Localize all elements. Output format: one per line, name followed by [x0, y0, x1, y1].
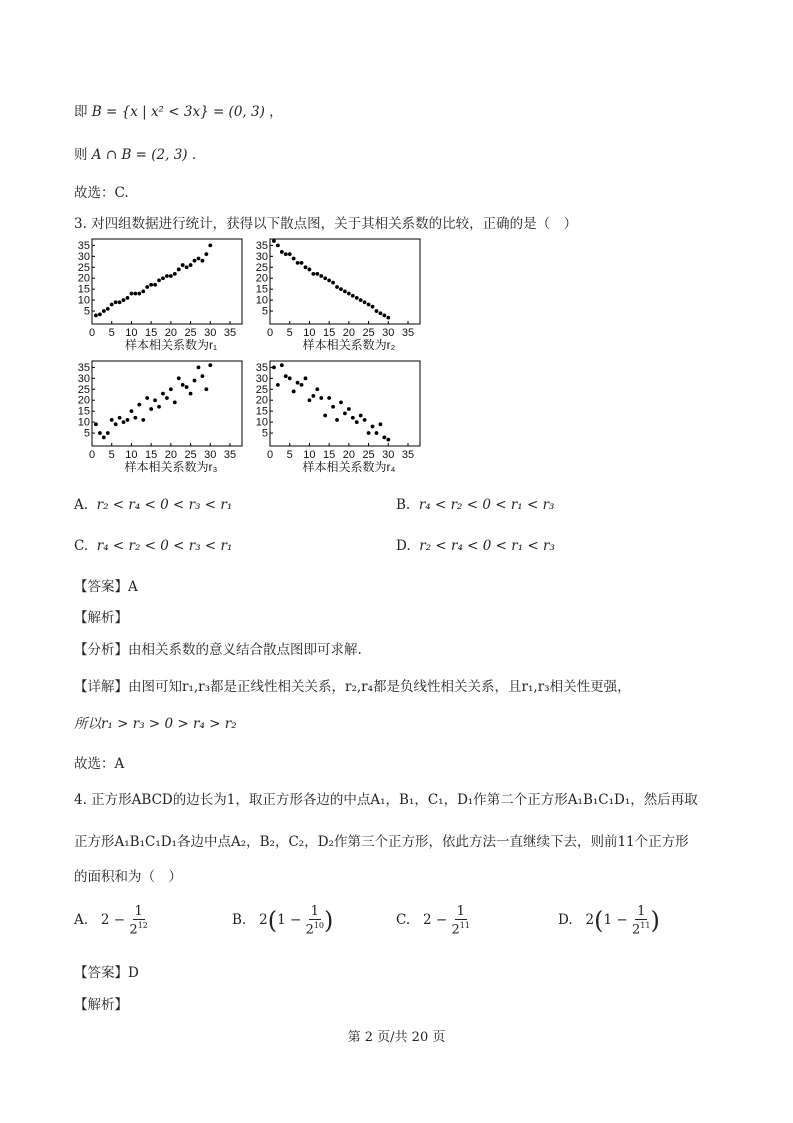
- x-tick-label: 25: [362, 327, 375, 339]
- x-tick-label: 0: [88, 449, 96, 461]
- data-point: [323, 414, 327, 418]
- y-tick-label: 30: [77, 250, 90, 263]
- data-point: [359, 298, 363, 302]
- option-text: r₄ < r₂ < 0 < r₃ < r₁: [96, 538, 233, 554]
- data-point: [276, 243, 280, 247]
- x-tick-label: 30: [204, 327, 217, 339]
- data-point: [94, 314, 98, 318]
- data-point: [122, 420, 126, 424]
- fraction: [306, 905, 324, 936]
- data-point: [343, 411, 347, 415]
- y-tick-label: 15: [77, 405, 90, 418]
- data-point: [339, 401, 343, 405]
- scatter-panel-2: [256, 239, 420, 352]
- left-paren: (: [267, 906, 278, 935]
- x-tick-label: 20: [164, 327, 177, 339]
- data-point: [126, 296, 130, 300]
- numerator: 1: [637, 904, 646, 919]
- option-text: r₂ < r₄ < 0 < r₁ < r₃: [419, 538, 555, 554]
- choice-line-q3: 故选：A: [74, 756, 125, 772]
- question-4-stem-line1: 4. 正方形ABCD的边长为1，取正方形各边的中点A₁，B₁，C₁，D₁作第二个正方形A₁B₁C₁D₁，然后再取: [74, 792, 698, 808]
- y-tick-label: 10: [255, 416, 268, 429]
- data-point: [363, 300, 367, 304]
- plot-frame: [270, 239, 420, 324]
- y-tick-label: 5: [261, 427, 268, 440]
- data-point: [165, 396, 169, 400]
- y-tick-label: 15: [255, 405, 268, 418]
- option-lead: 2 −: [100, 912, 126, 929]
- right-paren: ): [650, 906, 660, 935]
- data-point: [145, 285, 149, 289]
- numerator: 1: [310, 904, 319, 919]
- solution-line-set-b: [74, 100, 283, 120]
- exponent: 11: [640, 921, 651, 930]
- jiexi-label-q4: [74, 993, 128, 1013]
- data-point: [308, 398, 312, 402]
- plot-frame: [270, 361, 420, 446]
- data-point: [177, 376, 181, 380]
- detail-label: 【详解】: [74, 679, 128, 695]
- x-tick-label: 35: [401, 327, 415, 339]
- solution-line-intersection: [74, 143, 196, 163]
- data-point: [343, 289, 347, 293]
- data-point: [177, 268, 181, 272]
- data-point: [189, 392, 193, 396]
- denominator: [632, 920, 650, 936]
- y-tick-label: 30: [255, 372, 268, 385]
- plot-frame: [92, 361, 242, 446]
- data-point: [331, 405, 335, 409]
- x-tick-label: 10: [125, 449, 138, 461]
- data-point: [300, 383, 304, 387]
- x-axis-label: 样本相关系数为r₂: [302, 338, 396, 352]
- denominator: [452, 920, 470, 936]
- data-point: [197, 257, 201, 261]
- x-tick-label: 15: [323, 327, 336, 339]
- x-tick-label: 20: [342, 327, 355, 339]
- option-b: [396, 497, 554, 513]
- data-point: [208, 243, 212, 247]
- option-letter: D.: [558, 912, 573, 929]
- x-tick-label: 10: [125, 327, 138, 339]
- y-tick-label: 20: [77, 272, 90, 285]
- data-point: [382, 314, 386, 318]
- data-point: [296, 381, 300, 385]
- y-tick-label: 5: [83, 427, 90, 440]
- y-tick-label: 5: [261, 305, 268, 318]
- data-point: [110, 303, 114, 307]
- data-point: [137, 403, 141, 407]
- fraction: [632, 905, 650, 936]
- detail-line-q3: [74, 675, 631, 695]
- data-point: [102, 309, 106, 313]
- q4-option-b: [232, 905, 333, 936]
- denominator: [306, 920, 324, 936]
- x-tick-label: 20: [164, 449, 177, 461]
- denominator: [129, 920, 147, 936]
- y-tick-label: 35: [255, 239, 268, 252]
- data-point: [153, 283, 157, 287]
- x-tick-label: 0: [266, 449, 274, 461]
- scatter-panel-4: [256, 361, 420, 474]
- data-point: [122, 298, 126, 302]
- analysis-line-q3: [74, 638, 362, 658]
- conclusion-text: 所以r₁ > r₃ > 0 > r₄ > r₂: [74, 716, 237, 732]
- data-point: [288, 376, 292, 380]
- analysis-label: 【分析】: [74, 642, 128, 658]
- data-point: [173, 272, 177, 276]
- question-4-stem-line3: 的面积和为（ ）: [74, 869, 182, 885]
- data-point: [272, 239, 276, 243]
- fraction: [452, 905, 470, 936]
- left-paren: (: [594, 906, 604, 935]
- data-point: [141, 289, 145, 293]
- x-tick-label: 5: [286, 327, 293, 339]
- data-point: [339, 287, 343, 291]
- numerator: 1: [134, 904, 143, 919]
- data-point: [280, 363, 284, 367]
- right-paren: ): [324, 906, 334, 935]
- x-tick-label: 25: [184, 449, 197, 461]
- option-letter: C.: [74, 538, 89, 554]
- jiexi-label-q3: [74, 606, 128, 626]
- data-point: [173, 401, 177, 405]
- option-lead: 2: [259, 912, 268, 929]
- data-point: [169, 274, 173, 278]
- data-point: [118, 300, 122, 304]
- data-point: [102, 436, 106, 440]
- data-point: [311, 394, 315, 398]
- data-point: [181, 263, 185, 267]
- data-point: [304, 265, 308, 269]
- x-tick-label: 30: [204, 449, 217, 461]
- data-point: [94, 422, 98, 426]
- data-point: [311, 272, 315, 276]
- data-point: [371, 425, 375, 429]
- base: 2: [129, 922, 138, 938]
- punctuation: .: [191, 147, 197, 163]
- option-letter: D.: [396, 538, 411, 554]
- data-point: [375, 309, 379, 313]
- x-tick-label: 10: [303, 449, 316, 461]
- data-point: [351, 416, 355, 420]
- option-inner: 1 −: [277, 912, 302, 929]
- exponent: 11: [459, 921, 470, 930]
- x-tick-label: 0: [88, 327, 96, 339]
- answer-value: D: [128, 965, 139, 981]
- option-a: [74, 497, 232, 513]
- data-point: [114, 422, 118, 426]
- data-point: [300, 261, 304, 265]
- x-tick-label: 5: [108, 449, 115, 461]
- data-point: [327, 396, 331, 400]
- y-tick-label: 35: [77, 361, 90, 374]
- data-point: [284, 374, 288, 378]
- base: 2: [631, 922, 641, 938]
- data-point: [323, 276, 327, 280]
- plot-frame: [92, 239, 242, 324]
- data-point: [181, 383, 185, 387]
- data-point: [319, 396, 323, 400]
- punctuation: ，: [269, 104, 283, 120]
- jiexi-label: 【解析】: [74, 997, 128, 1013]
- data-point: [98, 312, 102, 316]
- x-tick-label: 15: [145, 449, 158, 461]
- intersection-expression: A ∩ B = (2, 3): [91, 147, 188, 163]
- data-point: [296, 261, 300, 265]
- data-point: [327, 279, 331, 283]
- data-point: [386, 316, 390, 320]
- data-point: [308, 268, 312, 272]
- x-tick-label: 5: [108, 327, 115, 339]
- x-axis-label: 样本相关系数为r₁: [124, 338, 218, 352]
- data-point: [319, 274, 323, 278]
- data-point: [110, 418, 114, 422]
- y-tick-label: 20: [255, 272, 268, 285]
- option-inner: 1 −: [603, 912, 628, 929]
- data-point: [118, 416, 122, 420]
- y-tick-label: 10: [255, 294, 268, 307]
- option-letter: A.: [74, 912, 89, 929]
- data-point: [130, 292, 134, 296]
- answer-value: A: [128, 579, 138, 595]
- data-point: [292, 390, 296, 394]
- question-3-stem: 3. 对四组数据进行统计，获得以下散点图，关于其相关系数的比较，正确的是（ ）: [74, 216, 578, 232]
- data-point: [379, 311, 383, 315]
- data-point: [197, 365, 201, 369]
- scatter-plots: [77, 236, 430, 478]
- data-point: [126, 418, 130, 422]
- data-point: [137, 292, 141, 296]
- data-point: [204, 252, 208, 256]
- x-tick-label: 15: [323, 449, 336, 461]
- data-point: [189, 263, 193, 267]
- analysis-text: 由相关系数的意义结合散点图即可求解.: [128, 642, 362, 658]
- data-point: [208, 363, 212, 367]
- data-point: [331, 281, 335, 285]
- data-point: [292, 257, 296, 261]
- y-tick-label: 30: [77, 372, 90, 385]
- answer-label: 【答案】: [74, 965, 128, 981]
- data-point: [133, 416, 137, 420]
- x-tick-label: 30: [382, 449, 395, 461]
- scatter-panel-1: [78, 239, 242, 352]
- base: 2: [305, 922, 314, 938]
- data-point: [347, 407, 351, 411]
- data-point: [201, 374, 205, 378]
- q4-option-d: [558, 905, 660, 936]
- page-footer: 第 2 页/共 20 页: [347, 1030, 446, 1045]
- y-tick-label: 30: [255, 250, 268, 263]
- line-prefix: 即: [74, 104, 88, 120]
- data-point: [355, 296, 359, 300]
- x-axis-label: 样本相关系数为r₄: [302, 460, 396, 474]
- conclusion-line-q3: [74, 712, 237, 732]
- data-point: [280, 250, 284, 254]
- data-point: [130, 409, 134, 413]
- exponent: 12: [137, 921, 148, 930]
- scatter-panel-3: [78, 361, 242, 474]
- y-tick-label: 35: [77, 239, 90, 252]
- answer-label: 【答案】: [74, 579, 128, 595]
- y-tick-label: 5: [83, 305, 90, 318]
- data-point: [335, 418, 339, 422]
- data-point: [375, 431, 379, 435]
- data-point: [149, 407, 153, 411]
- data-point: [335, 285, 339, 289]
- data-point: [288, 252, 292, 256]
- data-point: [106, 431, 110, 435]
- x-tick-label: 25: [184, 327, 197, 339]
- y-tick-label: 25: [255, 383, 268, 396]
- x-tick-label: 35: [223, 449, 237, 461]
- option-letter: B.: [396, 497, 411, 513]
- option-letter: A.: [74, 497, 89, 513]
- y-tick-label: 15: [77, 283, 90, 296]
- choice-line-q2: 故选：C.: [74, 185, 129, 201]
- data-point: [204, 387, 208, 391]
- data-point: [169, 387, 173, 391]
- data-point: [165, 274, 169, 278]
- data-point: [157, 279, 161, 283]
- option-text: r₂ < r₄ < 0 < r₃ < r₁: [96, 497, 233, 513]
- y-tick-label: 10: [77, 416, 90, 429]
- option-lead: 2 −: [423, 912, 448, 929]
- data-point: [141, 418, 145, 422]
- q4-option-a: [74, 905, 148, 936]
- data-point: [315, 272, 319, 276]
- data-point: [161, 392, 165, 396]
- data-point: [363, 418, 367, 422]
- x-tick-label: 35: [401, 449, 415, 461]
- data-point: [371, 305, 375, 309]
- x-tick-label: 5: [286, 449, 293, 461]
- x-tick-label: 15: [145, 327, 158, 339]
- option-lead: 2: [585, 912, 595, 929]
- data-point: [284, 252, 288, 256]
- answer-line-q4: [74, 961, 139, 981]
- data-point: [145, 396, 149, 400]
- y-tick-label: 10: [77, 294, 90, 307]
- data-point: [359, 414, 363, 418]
- y-tick-label: 25: [77, 383, 90, 396]
- line-prefix: 则: [74, 147, 88, 163]
- y-tick-label: 15: [255, 283, 268, 296]
- option-d: [396, 538, 555, 554]
- data-point: [315, 387, 319, 391]
- data-point: [133, 292, 137, 296]
- data-point: [157, 405, 161, 409]
- x-tick-label: 35: [223, 327, 237, 339]
- data-point: [185, 265, 189, 269]
- data-point: [386, 438, 390, 442]
- numerator: 1: [456, 904, 465, 919]
- y-tick-label: 20: [255, 394, 268, 407]
- data-point: [114, 300, 118, 304]
- data-point: [304, 376, 308, 380]
- option-text: r₄ < r₂ < 0 < r₁ < r₃: [418, 497, 555, 513]
- data-point: [161, 276, 165, 280]
- answer-line-q3: [74, 575, 138, 595]
- data-point: [379, 422, 383, 426]
- detail-text: 由图可知r₁,r₃都是正线性相关关系，r₂,r₄都是负线性相关关系，且r₁,r₃相关性更强，: [128, 679, 631, 695]
- data-point: [272, 365, 276, 369]
- x-tick-label: 30: [382, 327, 395, 339]
- data-point: [106, 307, 110, 311]
- data-point: [355, 420, 359, 424]
- data-point: [98, 431, 102, 435]
- data-point: [382, 436, 386, 440]
- data-point: [153, 398, 157, 402]
- data-point: [347, 292, 351, 296]
- option-letter: C.: [396, 912, 411, 929]
- question-4-stem-line2: 正方形A₁B₁C₁D₁各边中点A₂，B₂，C₂，D₂作第三个正方形，依此方法一直继续下去，则前11个正方形: [74, 834, 689, 850]
- x-axis-label: 样本相关系数为r₃: [124, 460, 218, 474]
- q4-option-c: [396, 905, 470, 936]
- data-point: [149, 283, 153, 287]
- x-tick-label: 0: [266, 327, 274, 339]
- data-point: [193, 259, 197, 263]
- jiexi-label: 【解析】: [74, 610, 128, 626]
- option-letter: B.: [232, 912, 247, 929]
- exponent: 10: [313, 921, 325, 930]
- data-point: [351, 294, 355, 298]
- x-tick-label: 25: [362, 449, 375, 461]
- data-point: [201, 259, 205, 263]
- data-point: [367, 431, 371, 435]
- data-point: [276, 383, 280, 387]
- y-tick-label: 35: [255, 361, 268, 374]
- option-c: [74, 538, 232, 554]
- set-b-expression: B = {x | x² < 3x} = (0, 3): [91, 104, 265, 120]
- base: 2: [451, 922, 460, 938]
- data-point: [193, 379, 197, 383]
- y-tick-label: 25: [255, 261, 268, 274]
- y-tick-label: 20: [77, 394, 90, 407]
- y-tick-label: 25: [77, 261, 90, 274]
- x-tick-label: 20: [342, 449, 355, 461]
- fraction: [129, 905, 147, 936]
- data-point: [185, 385, 189, 389]
- data-point: [367, 303, 371, 307]
- x-tick-label: 10: [303, 327, 316, 339]
